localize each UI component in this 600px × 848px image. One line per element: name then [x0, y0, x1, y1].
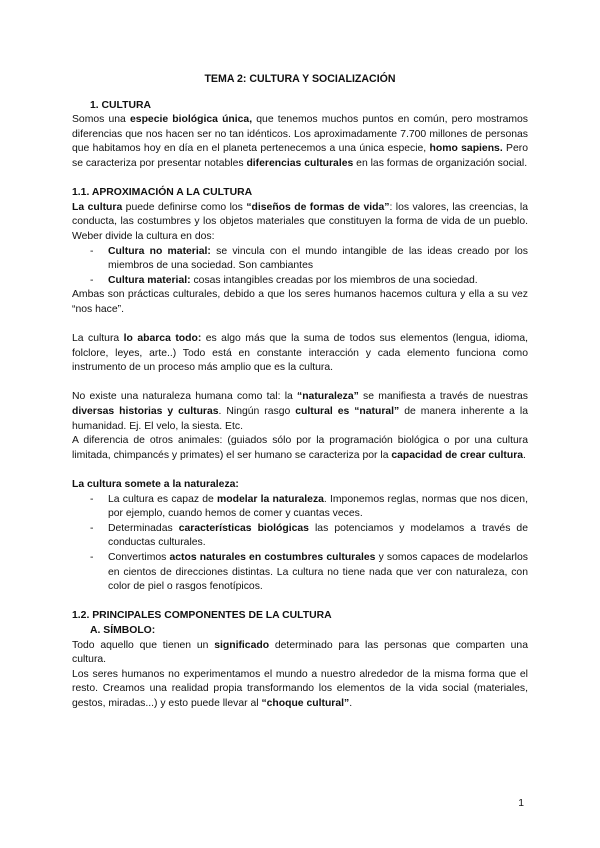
- paragraph-practices: Ambas son prácticas culturales, debido a que los seres humanos hacemos cultura y ella a su vez “nos hace”.: [72, 289, 528, 315]
- paragraph-definition: La cultura puede definirse como los “diseños de formas de vida”: los valores, las creencias, la conducta, las costumbres y los objetos materiales que constituyen la forma de vida de un pueblo. Weber divide la cultura en dos:: [72, 201, 528, 242]
- paragraph-intro: Somos una especie biológica única, que tenemos muchos puntos en común, pero mostramos diferencias que nos hacen ser no tan idénticos. Los aproximadamente 7.700 millones de personas que habitamos hoy en día en el planeta pertenecemos a una única especie, homo sapiens. Pero se caracteriza por presentar notables diferencias culturales en las formas de organización social.: [72, 114, 529, 169]
- list-item: - La cultura es capaz de modelar la naturaleza. Imponemos reglas, normas que nos dicen, por ejemplo, cuando hemos de comer y cuantas veces.: [72, 493, 528, 522]
- paragraph-animales: A diferencia de otros animales: (guiados sólo por la programación biológica o por una cultura limitada, chimpancés y primates) el ser humano se caracteriza por la capacidad de crear cultura.: [72, 435, 528, 461]
- paragraph-naturaleza: No existe una naturaleza humana como tal: la “naturaleza” se manifiesta a través de nuestras diversas historias y culturas. Ningún rasgo cultural es “natural” de manera inherente a la humanidad. Ej. El velo, la siesta. Etc.: [72, 391, 528, 432]
- section-heading-cultura: 1. CULTURA: [90, 99, 151, 111]
- document-page: [72, 64, 528, 712]
- list-item: - Convertimos actos naturales en costumbres culturales y somos capaces de modelarlos en cientos de direcciones distintas. La cultura no tiene nada que ver con naturaleza, con color de piel o rasgos fenotípicos.: [72, 551, 528, 595]
- subsection-heading-simbolo: A. SÍMBOLO:: [90, 624, 156, 636]
- culture-types-list: [72, 245, 528, 289]
- paragraph-abarca: La cultura lo abarca todo: es algo más que la suma de todos sus elementos (lengua, idioma, folclore, leyes, arte..) Todo está en constante interacción y cada elemento funciona como instrumento de un proceso más amplio que es la cultura.: [72, 333, 528, 374]
- paragraph-choque: Los seres humanos no experimentamos el mundo a nuestro alrededor de la misma forma que el resto. Creamos una realidad propia transformando los elementos de la vida social (materiales, gestos, miradas...) y esto puede llevar al “choque cultural”.: [72, 668, 528, 709]
- document-title: TEMA 2: CULTURA Y SOCIALIZACIÓN: [204, 73, 396, 85]
- section-heading-aproximacion: 1.1. APROXIMACIÓN A LA CULTURA: [72, 187, 253, 199]
- somete-list: [72, 493, 528, 595]
- subheading-somete: La cultura somete a la naturaleza:: [72, 479, 239, 491]
- page-number: 1: [518, 798, 524, 809]
- section-heading-componentes: 1.2. PRINCIPALES COMPONENTES DE LA CULTURA: [72, 610, 332, 622]
- list-item: - Cultura material: cosas intangibles creadas por los miembros de una sociedad.: [72, 274, 528, 289]
- list-item: - Determinadas características biológicas las potenciamos y modelamos a través de conductas culturales.: [72, 522, 528, 551]
- list-item: - Cultura no material: se vincula con el mundo intangible de las ideas creado por los miembros de una sociedad. Son cambiantes: [72, 245, 528, 274]
- paragraph-simbolo: Todo aquello que tienen un significado determinado para las personas que comparten una cultura.: [72, 639, 528, 666]
